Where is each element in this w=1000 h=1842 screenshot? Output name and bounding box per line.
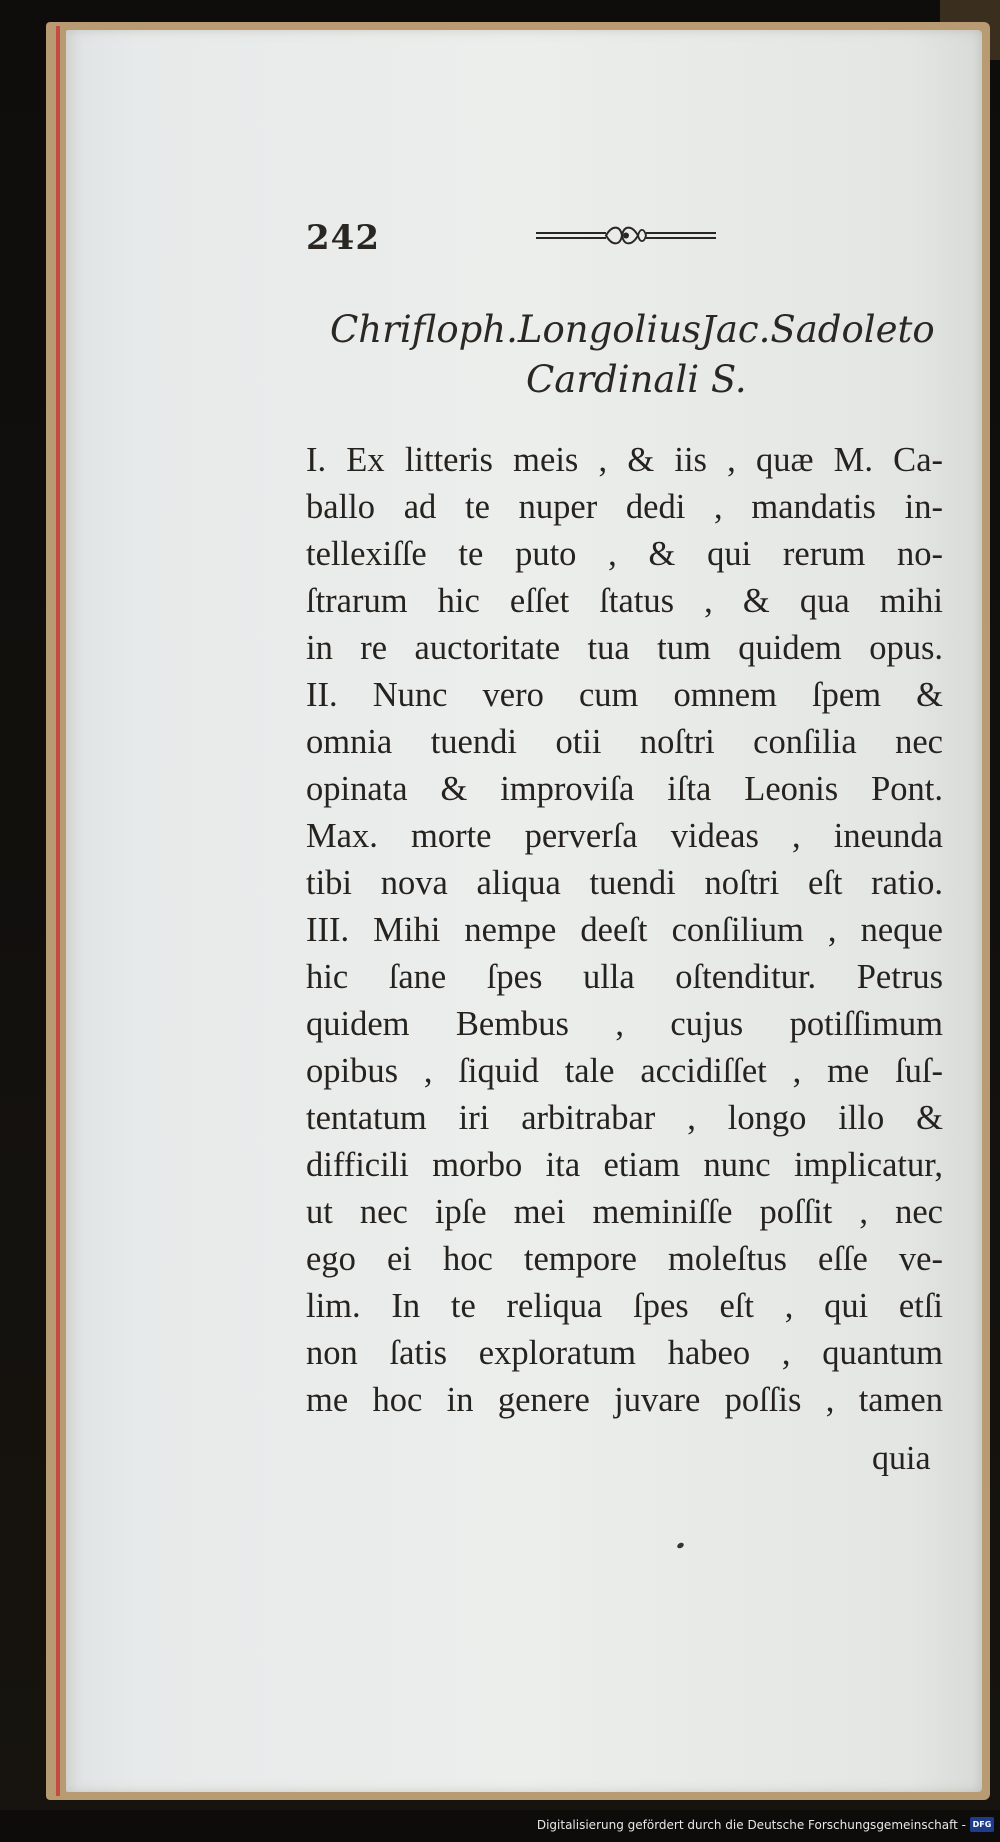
text-line: tentatum iri arbitrabar , longo illo & <box>306 1099 943 1137</box>
dfg-logo: DFG <box>970 1817 994 1832</box>
text-line: tellexiſſe te puto , & qui rerum no- <box>306 535 943 573</box>
text-line: difficili morbo ita etiam nunc implicatur, <box>306 1146 943 1184</box>
text-line: opibus , ſiquid tale accidiſſet , me ſuſ- <box>306 1052 943 1090</box>
text-line: III. Mihi nempe deeſt conſilium , neque <box>306 911 943 949</box>
text-line: II. Nunc vero cum omnem ſpem & <box>306 676 943 714</box>
text-line: ſtrarum hic eſſet ſtatus , & qua mihi <box>306 582 943 620</box>
text-line: I. Ex litteris meis , & iis , quæ M. Ca- <box>306 441 943 479</box>
text-line: me hoc in genere juvare poſſis , tamen <box>306 1381 943 1419</box>
text-line: opinata & improviſa iſta Leonis Pont. <box>306 770 943 808</box>
text-line: omnia tuendi otii noſtri conſilia nec <box>306 723 943 761</box>
heading-word: Jac. <box>701 308 771 351</box>
text-line: non ſatis exploratum habeo , quantum <box>306 1334 943 1372</box>
text-line: hic ſane ſpes ulla oſtenditur. Petrus <box>306 958 943 996</box>
text-line: ego ei hoc tempore moleſtus eſſe ve- <box>306 1240 943 1278</box>
catchword: quia <box>872 1440 931 1477</box>
heading-word: Chrifloph. <box>330 308 518 351</box>
heading-word: Sadoleto <box>770 308 935 351</box>
ornament-rule-icon <box>534 222 718 250</box>
funding-credit: Digitalisierung gefördert durch die Deutsche Forschungsgemeinschaft - <box>536 1818 966 1832</box>
text-line: Max. morte perverſa videas , ineunda <box>306 817 943 855</box>
text-line: in re auctoritate tua tum quidem opus. <box>306 629 943 667</box>
text-line: ut nec ipſe mei meminiſſe poſſit , nec <box>306 1193 943 1231</box>
text-line: tibi nova aliqua tuendi noſtri eſt ratio. <box>306 864 943 902</box>
text-line: ballo ad te nuper dedi , mandatis in- <box>306 488 943 526</box>
red-page-edge <box>56 26 60 1796</box>
page-number: 242 <box>306 218 380 258</box>
text-line: lim. In te reliqua ſpes eſt , qui etſi <box>306 1287 943 1325</box>
heading-word: Longolius <box>517 308 702 351</box>
letter-heading-line-2: Cardinali S. <box>526 358 747 401</box>
letter-heading-line-1 <box>330 308 935 351</box>
text-line: quidem Bembus , cujus potiſſimum <box>306 1005 943 1043</box>
